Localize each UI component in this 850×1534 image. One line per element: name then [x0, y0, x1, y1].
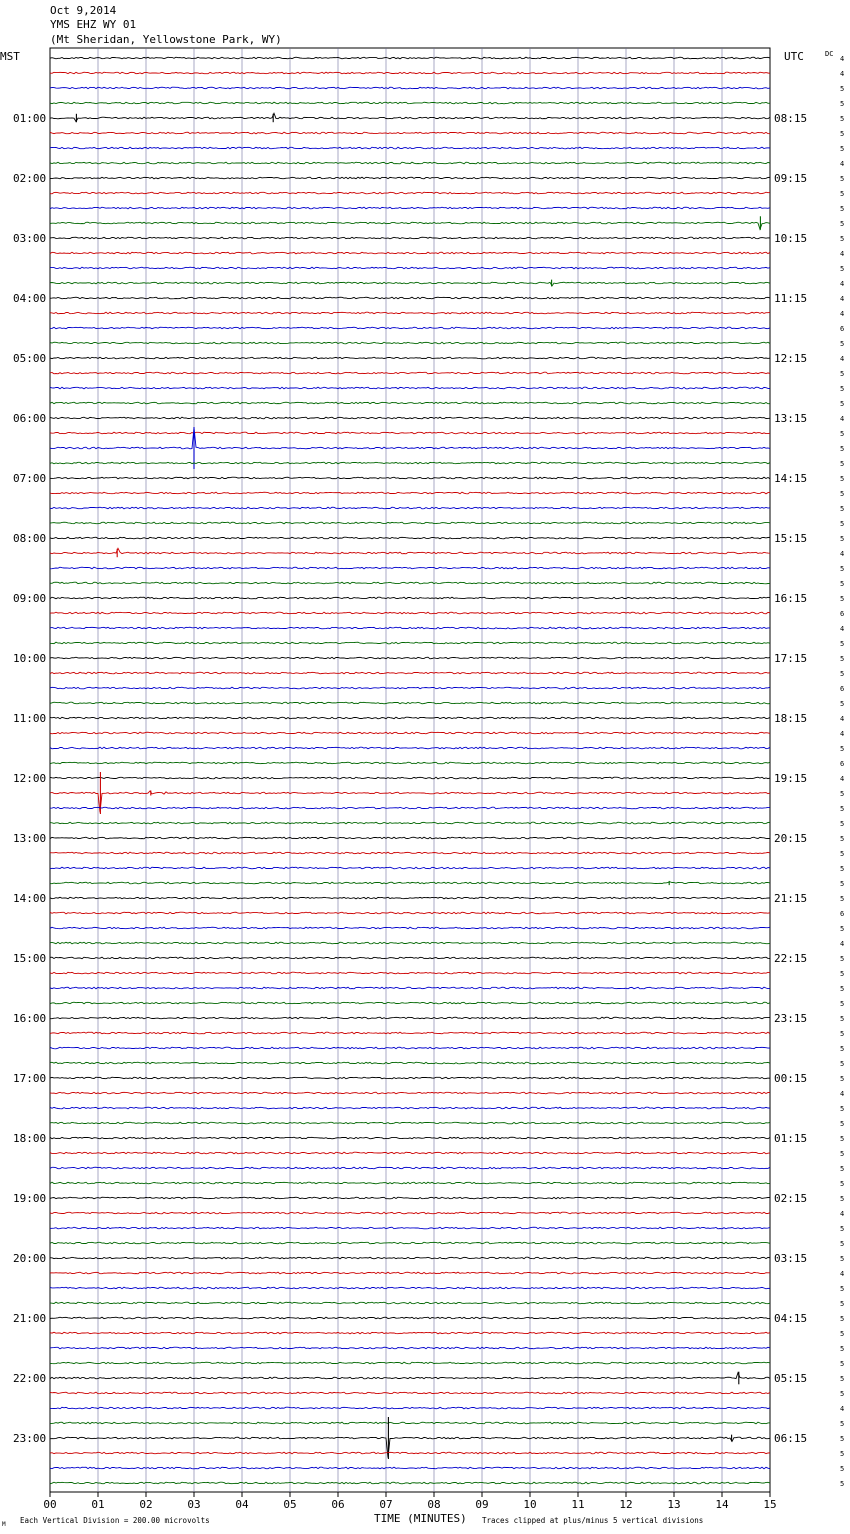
utc-hour-label: 01:15	[774, 1132, 808, 1145]
trace-row	[50, 1107, 770, 1109]
trace-row	[50, 687, 770, 689]
utc-hour-label: 18:15	[774, 712, 808, 725]
dc-offset-value: 5	[840, 475, 845, 483]
utc-hour-label: 22:15	[774, 952, 808, 965]
dc-offset-value: 5	[840, 1195, 845, 1203]
trace-row	[50, 1242, 770, 1244]
trace-row	[50, 162, 770, 164]
trace-row	[50, 147, 770, 149]
utc-hour-label: 14:15	[774, 472, 808, 485]
dc-offset-value: 5	[840, 175, 845, 183]
dc-offset-value: 5	[840, 340, 845, 348]
scale-note: Each Vertical Division = 200.00 microvolts	[20, 1516, 210, 1525]
trace-row	[50, 867, 770, 869]
dc-offset-value: 5	[840, 970, 845, 978]
trace-row	[50, 1452, 770, 1454]
x-tick-label: 00	[43, 1498, 57, 1511]
trace-row	[50, 1197, 770, 1199]
dc-offset-value: 5	[840, 100, 845, 108]
dc-offset-value: 5	[840, 460, 845, 468]
dc-offset-value: 4	[840, 550, 845, 558]
mst-hour-label: 13:00	[13, 832, 47, 845]
utc-hour-label: 16:15	[774, 592, 808, 605]
dc-offset-value: 5	[840, 1105, 845, 1113]
trace-row	[50, 777, 770, 779]
dc-offset-value: 5	[840, 820, 845, 828]
trace-row	[50, 1373, 770, 1379]
trace-row	[50, 837, 770, 839]
dc-offset-value: 4	[840, 625, 845, 633]
utc-hour-label: 19:15	[774, 772, 808, 785]
dc-offset-value: 5	[840, 1360, 845, 1368]
trace-row	[50, 942, 770, 944]
dc-offset-value: 5	[840, 265, 845, 273]
trace-row	[50, 1422, 770, 1424]
dc-offset-value: 5	[840, 115, 845, 123]
trace-row	[50, 428, 770, 449]
left-timezone-label: MST	[0, 50, 20, 63]
trace-row	[50, 597, 770, 599]
dc-offset-value: 5	[840, 400, 845, 408]
dc-offset-value: 5	[840, 1450, 845, 1458]
trace-row	[50, 132, 770, 134]
dc-offset-value: 5	[840, 1045, 845, 1053]
utc-hour-label: 05:15	[774, 1372, 808, 1385]
trace-row	[50, 102, 770, 104]
dc-offset-value: 5	[840, 520, 845, 528]
dc-offset-value: 5	[840, 1240, 845, 1248]
dc-offset-value: 4	[840, 355, 845, 363]
mst-hour-label: 19:00	[13, 1192, 47, 1205]
dc-offset-value: 5	[840, 1375, 845, 1383]
right-timezone-label: UTC	[784, 50, 804, 63]
trace-row	[50, 1047, 770, 1049]
dc-offset-value: 5	[840, 1030, 845, 1038]
trace-row	[50, 113, 770, 121]
dc-offset-value: 4	[840, 1090, 845, 1098]
trace-row	[50, 927, 770, 929]
dc-offset-value: 5	[840, 580, 845, 588]
dc-offset-value: 5	[840, 190, 845, 198]
trace-row	[50, 417, 770, 419]
trace-row	[50, 1437, 770, 1458]
utc-hour-label: 20:15	[774, 832, 808, 845]
trace-row	[50, 402, 770, 404]
dc-offset-value: 5	[840, 1165, 845, 1173]
utc-hour-label: 17:15	[774, 652, 808, 665]
trace-row	[50, 1032, 770, 1034]
trace-row	[50, 282, 770, 286]
dc-offset-value: 5	[840, 805, 845, 813]
dc-offset-value: 5	[840, 1390, 845, 1398]
dc-offset-value: 5	[840, 1420, 845, 1428]
utc-hour-label: 13:15	[774, 412, 808, 425]
trace-row	[50, 912, 770, 914]
x-tick-label: 14	[715, 1498, 729, 1511]
station-header: YMS EHZ WY 01	[50, 18, 137, 31]
corner-mark: M	[2, 1521, 6, 1528]
x-tick-label: 03	[187, 1498, 201, 1511]
mst-hour-label: 21:00	[13, 1312, 47, 1325]
mst-hour-label: 09:00	[13, 592, 47, 605]
dc-offset-value: 5	[840, 535, 845, 543]
dc-offset-value: 5	[840, 700, 845, 708]
dc-offset-value: 5	[840, 925, 845, 933]
x-tick-label: 01	[91, 1498, 105, 1511]
mst-hour-label: 17:00	[13, 1072, 47, 1085]
trace-row	[50, 897, 770, 899]
trace-row	[50, 642, 770, 644]
dc-offset-value: 4	[840, 70, 845, 78]
trace-row	[50, 57, 770, 59]
trace-row	[50, 492, 770, 494]
trace-row	[50, 672, 770, 674]
dc-offset-value: 5	[840, 595, 845, 603]
mst-hour-label: 01:00	[13, 112, 47, 125]
trace-row	[50, 177, 770, 179]
trace-row	[50, 957, 770, 959]
trace-row	[50, 237, 770, 239]
trace-row	[50, 1302, 770, 1304]
mst-hour-label: 04:00	[13, 292, 47, 305]
trace-row	[50, 327, 770, 329]
mst-hour-label: 23:00	[13, 1432, 47, 1445]
trace-row	[50, 1092, 770, 1094]
trace-row	[50, 1287, 770, 1289]
utc-hour-label: 10:15	[774, 232, 808, 245]
x-tick-label: 11	[571, 1498, 585, 1511]
label-group	[13, 55, 844, 1511]
mst-hour-label: 08:00	[13, 532, 47, 545]
trace-row	[50, 462, 770, 464]
dc-offset-value: 5	[840, 1315, 845, 1323]
dc-offset-value: 5	[840, 955, 845, 963]
dc-offset-value: 5	[840, 1255, 845, 1263]
utc-hour-label: 04:15	[774, 1312, 808, 1325]
trace-row	[50, 1482, 770, 1484]
trace-group	[50, 57, 770, 1484]
mst-hour-label: 22:00	[13, 1372, 47, 1385]
utc-hour-label: 23:15	[774, 1012, 808, 1025]
dc-offset-value: 4	[840, 55, 845, 63]
trace-row	[50, 537, 770, 539]
dc-offset-value: 4	[840, 775, 845, 783]
utc-hour-label: 09:15	[774, 172, 808, 185]
mst-hour-label: 14:00	[13, 892, 47, 905]
trace-row	[50, 762, 770, 764]
dc-offset-value: 5	[840, 1060, 845, 1068]
dc-offset-value: 6	[840, 685, 845, 693]
trace-row	[50, 822, 770, 824]
dc-offset-value: 5	[840, 1285, 845, 1293]
utc-hour-label: 15:15	[774, 532, 808, 545]
trace-row	[50, 522, 770, 524]
minute-grid	[50, 48, 770, 1492]
x-tick-label: 13	[667, 1498, 681, 1511]
trace-row	[50, 1137, 770, 1139]
trace-row	[50, 807, 770, 809]
trace-row	[50, 1062, 770, 1064]
dc-offset-value: 5	[840, 385, 845, 393]
trace-row	[50, 882, 770, 884]
x-tick-label: 15	[763, 1498, 777, 1511]
dc-offset-value: 5	[840, 1075, 845, 1083]
dc-offset-value: 5	[840, 370, 845, 378]
trace-row	[50, 192, 770, 194]
trace-row	[50, 582, 770, 584]
x-tick-label: 10	[523, 1498, 537, 1511]
date-header: Oct 9,2014	[50, 4, 117, 17]
dc-offset-value: 5	[840, 835, 845, 843]
dc-offset-value: 6	[840, 325, 845, 333]
dc-offset-value: 5	[840, 1465, 845, 1473]
trace-row	[50, 387, 770, 389]
dc-offset-value: 5	[840, 1180, 845, 1188]
trace-row	[50, 612, 770, 614]
dc-offset-value: 5	[840, 1330, 845, 1338]
trace-row	[50, 1362, 770, 1364]
mst-hour-label: 07:00	[13, 472, 47, 485]
mst-hour-label: 10:00	[13, 652, 47, 665]
dc-offset-value: 4	[840, 310, 845, 318]
trace-row	[50, 342, 770, 344]
dc-offset-value: 6	[840, 760, 845, 768]
dc-offset-value: 4	[840, 1270, 845, 1278]
dc-offset-value: 5	[840, 640, 845, 648]
dc-offset-value: 5	[840, 130, 845, 138]
dc-offset-value: 5	[840, 235, 845, 243]
mst-hour-label: 12:00	[13, 772, 47, 785]
trace-row	[50, 852, 770, 854]
dc-offset-value: 5	[840, 505, 845, 513]
trace-row	[50, 1392, 770, 1394]
trace-row	[50, 432, 770, 434]
trace-row	[50, 972, 770, 974]
utc-hour-label: 12:15	[774, 352, 808, 365]
trace-row	[50, 1227, 770, 1229]
dc-offset-value: 5	[840, 220, 845, 228]
x-tick-label: 09	[475, 1498, 489, 1511]
dc-offset-value: 5	[840, 1345, 845, 1353]
dc-offset-value: 5	[840, 1435, 845, 1443]
dc-offset-value: 5	[840, 1015, 845, 1023]
trace-row	[50, 297, 770, 299]
dc-offset-value: 5	[840, 1480, 845, 1488]
trace-row	[50, 1257, 770, 1259]
dc-offset-value: 5	[840, 1000, 845, 1008]
dc-offset-value: 4	[840, 730, 845, 738]
dc-offset-value: 4	[840, 280, 845, 288]
x-tick-label: 05	[283, 1498, 297, 1511]
dc-offset-value: 4	[840, 1210, 845, 1218]
trace-row	[50, 372, 770, 374]
trace-row	[50, 87, 770, 89]
trace-row	[50, 1152, 770, 1154]
dc-offset-value: 5	[840, 865, 845, 873]
dc-offset-value: 4	[840, 415, 845, 423]
trace-row	[50, 1467, 770, 1469]
mst-hour-label: 03:00	[13, 232, 47, 245]
dc-offset-value: 5	[840, 565, 845, 573]
dc-offset-value: 4	[840, 250, 845, 258]
x-tick-label: 02	[139, 1498, 153, 1511]
x-tick-label: 07	[379, 1498, 393, 1511]
trace-row	[50, 747, 770, 749]
mst-hour-label: 06:00	[13, 412, 47, 425]
utc-hour-label: 11:15	[774, 292, 808, 305]
dc-offset-value: 5	[840, 895, 845, 903]
utc-hour-label: 00:15	[774, 1072, 808, 1085]
dc-offset-value: 5	[840, 880, 845, 888]
x-tick-label: 12	[619, 1498, 633, 1511]
trace-row	[50, 1332, 770, 1334]
trace-row	[50, 357, 770, 359]
mst-hour-label: 05:00	[13, 352, 47, 365]
trace-row	[50, 312, 770, 314]
dc-offset-value: 5	[840, 445, 845, 453]
dc-offset-value: 5	[840, 1150, 845, 1158]
dc-offset-value: 5	[840, 205, 845, 213]
mst-hour-label: 18:00	[13, 1132, 47, 1145]
trace-row	[50, 1347, 770, 1349]
dc-offset-value: 4	[840, 160, 845, 168]
trace-row	[50, 1002, 770, 1004]
trace-row	[50, 252, 770, 254]
utc-hour-label: 08:15	[774, 112, 808, 125]
dc-offset-value: 4	[840, 1405, 845, 1413]
dc-offset-value: 5	[840, 145, 845, 153]
dc-offset-value: 5	[840, 670, 845, 678]
trace-row	[50, 507, 770, 509]
x-tick-label: 06	[331, 1498, 345, 1511]
trace-row	[50, 477, 770, 479]
dc-offset-value: 5	[840, 790, 845, 798]
dc-offset-value: 4	[840, 940, 845, 948]
dc-offset-value: 5	[840, 655, 845, 663]
dc-offset-value: 5	[840, 745, 845, 753]
clip-note: Traces clipped at plus/minus 5 vertical divisions	[482, 1516, 704, 1525]
trace-row	[50, 1317, 770, 1319]
x-tick-label: 08	[427, 1498, 441, 1511]
trace-row	[50, 702, 770, 704]
trace-row	[50, 1122, 770, 1124]
trace-row	[50, 72, 770, 74]
mst-hour-label: 16:00	[13, 1012, 47, 1025]
dc-offset-value: 5	[840, 490, 845, 498]
trace-row	[50, 548, 770, 554]
dc-offset-value: 6	[840, 610, 845, 618]
dc-offset-value: 5	[840, 985, 845, 993]
dc-offset-value: 5	[840, 1135, 845, 1143]
trace-row	[50, 657, 770, 659]
dc-offset-value: 5	[840, 430, 845, 438]
trace-row	[50, 732, 770, 734]
mst-hour-label: 15:00	[13, 952, 47, 965]
dc-offset-value: 5	[840, 85, 845, 93]
trace-row	[50, 791, 770, 813]
dc-offset-value: 6	[840, 910, 845, 918]
trace-row	[50, 1212, 770, 1214]
utc-hour-label: 03:15	[774, 1252, 808, 1265]
mst-hour-label: 02:00	[13, 172, 47, 185]
trace-row	[50, 627, 770, 629]
trace-row	[50, 1017, 770, 1019]
mst-hour-label: 20:00	[13, 1252, 47, 1265]
dc-offset-value: 4	[840, 715, 845, 723]
location-header: (Mt Sheridan, Yellowstone Park, WY)	[50, 33, 282, 46]
trace-row	[50, 1407, 770, 1409]
dc-label: DC	[825, 50, 834, 58]
trace-row	[50, 1182, 770, 1184]
dc-offset-value: 5	[840, 850, 845, 858]
trace-row	[50, 1077, 770, 1079]
trace-row	[50, 567, 770, 569]
dc-offset-value: 5	[840, 1225, 845, 1233]
utc-hour-label: 21:15	[774, 892, 808, 905]
trace-row	[50, 207, 770, 209]
trace-row	[50, 987, 770, 989]
trace-row	[50, 717, 770, 719]
dc-offset-value: 5	[840, 1120, 845, 1128]
trace-row	[50, 222, 770, 229]
dc-offset-value: 4	[840, 295, 845, 303]
trace-row	[50, 1272, 770, 1274]
utc-hour-label: 02:15	[774, 1192, 808, 1205]
x-axis-label: TIME (MINUTES)	[374, 1512, 467, 1525]
trace-row	[50, 267, 770, 269]
dc-offset-value: 5	[840, 1300, 845, 1308]
utc-hour-label: 06:15	[774, 1432, 808, 1445]
trace-row	[50, 1167, 770, 1169]
plot-frame	[50, 48, 770, 1492]
x-tick-label: 04	[235, 1498, 249, 1511]
mst-hour-label: 11:00	[13, 712, 47, 725]
